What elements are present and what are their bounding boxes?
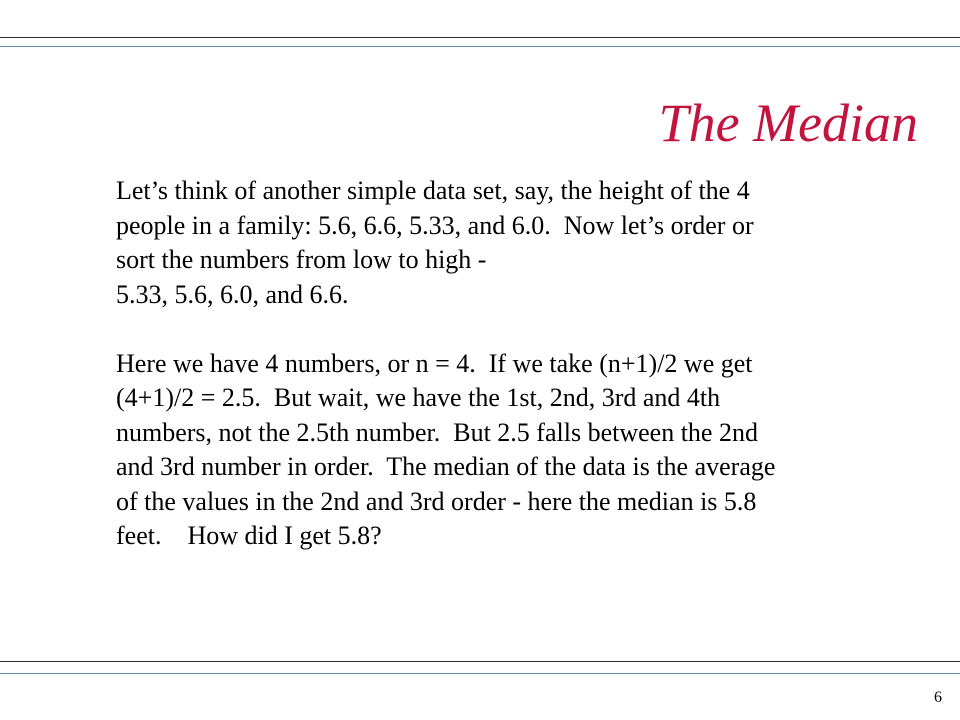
body-line: Here we have 4 numbers, or n = 4. If we take (n+1)/2 we get [116, 348, 753, 378]
top-rule-dark [0, 37, 960, 38]
body-line: numbers, not the 2.5th number. But 2.5 falls between the 2nd [116, 417, 758, 447]
bottom-rule-dark [0, 661, 960, 662]
body-line: Let’s think of another simple data set, say, the height of the 4 [116, 176, 750, 205]
body-line: of the values in the 2nd and 3rd order - here the median is 5.8 [116, 486, 757, 516]
slide-body [116, 174, 936, 554]
top-rule-teal [0, 46, 960, 47]
body-line: feet. How did I get 5.8? [116, 521, 382, 550]
slide-title: The Median [658, 93, 918, 153]
bottom-rule-teal [0, 673, 960, 674]
body-line: 5.33, 5.6, 6.0, and 6.6. [116, 279, 349, 309]
paragraph-spacer [116, 312, 936, 347]
page-number: 6 [934, 689, 942, 706]
body-line: sort the numbers from low to high - [116, 245, 487, 274]
body-line: people in a family: 5.6, 6.6, 5.33, and 6.0. Now let’s order or [116, 210, 754, 240]
body-line: (4+1)/2 = 2.5. But wait, we have the 1st, 2nd, 3rd and 4th [116, 383, 721, 412]
body-line: and 3rd number in order. The median of the data is the average [116, 452, 776, 481]
